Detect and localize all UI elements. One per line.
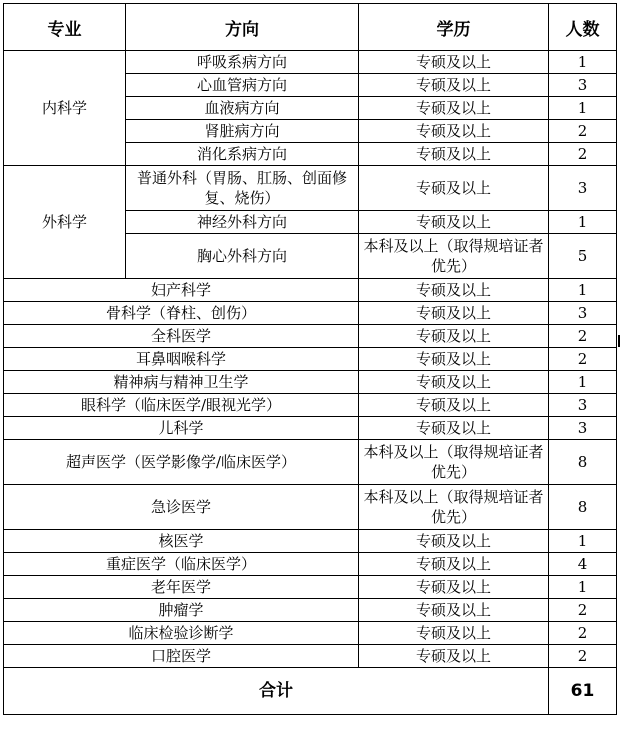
count-cell: 2 xyxy=(549,599,617,622)
table-row xyxy=(4,599,617,622)
table-row xyxy=(4,302,617,325)
table-row xyxy=(4,576,617,599)
education-cell: 专硕及以上 xyxy=(359,348,549,371)
count-cell: 3 xyxy=(549,74,617,97)
table-row xyxy=(4,530,617,553)
major-cell: 精神病与精神卫生学 xyxy=(4,371,359,394)
count-cell: 1 xyxy=(549,279,617,302)
education-cell: 专硕及以上 xyxy=(359,120,549,143)
major-cell: 全科医学 xyxy=(4,325,359,348)
education-cell: 专硕及以上 xyxy=(359,325,549,348)
education-cell: 专硕及以上 xyxy=(359,279,549,302)
major-cell: 内科学 xyxy=(4,51,126,166)
table-row xyxy=(4,371,617,394)
major-cell: 急诊医学 xyxy=(4,485,359,530)
education-cell: 专硕及以上 xyxy=(359,599,549,622)
direction-cell: 胸心外科方向 xyxy=(126,234,359,279)
total-label: 合计 xyxy=(4,668,549,715)
education-cell: 专硕及以上 xyxy=(359,211,549,234)
count-cell: 2 xyxy=(549,325,617,348)
count-cell: 3 xyxy=(549,394,617,417)
education-cell: 专硕及以上 xyxy=(359,74,549,97)
count-cell: 8 xyxy=(549,485,617,530)
major-cell: 眼科学（临床医学/眼视光学） xyxy=(4,394,359,417)
header-direction: 方向 xyxy=(126,4,359,51)
major-cell: 肿瘤学 xyxy=(4,599,359,622)
table-row xyxy=(4,645,617,668)
education-cell: 专硕及以上 xyxy=(359,530,549,553)
header-major: 专业 xyxy=(4,4,126,51)
table-row xyxy=(4,166,617,211)
direction-cell: 肾脏病方向 xyxy=(126,120,359,143)
major-cell: 超声医学（医学影像学/临床医学） xyxy=(4,440,359,485)
table-body xyxy=(4,51,617,715)
table-row xyxy=(4,394,617,417)
direction-cell: 神经外科方向 xyxy=(126,211,359,234)
education-cell: 专硕及以上 xyxy=(359,97,549,120)
count-cell: 1 xyxy=(549,371,617,394)
count-cell: 2 xyxy=(549,143,617,166)
major-cell: 骨科学（脊柱、创伤） xyxy=(4,302,359,325)
header-row xyxy=(4,4,617,51)
major-cell: 临床检验诊断学 xyxy=(4,622,359,645)
table-row xyxy=(4,325,617,348)
major-cell: 耳鼻咽喉科学 xyxy=(4,348,359,371)
count-cell: 1 xyxy=(549,530,617,553)
major-cell: 核医学 xyxy=(4,530,359,553)
table-row xyxy=(4,622,617,645)
count-cell: 2 xyxy=(549,348,617,371)
count-cell: 1 xyxy=(549,576,617,599)
education-cell: 专硕及以上 xyxy=(359,166,549,211)
major-cell: 口腔医学 xyxy=(4,645,359,668)
total-row xyxy=(4,668,617,715)
table-row xyxy=(4,417,617,440)
table-row xyxy=(4,51,617,74)
education-cell: 专硕及以上 xyxy=(359,394,549,417)
direction-cell: 普通外科（胃肠、肛肠、创面修复、烧伤） xyxy=(126,166,359,211)
education-cell: 本科及以上（取得规培证者优先） xyxy=(359,234,549,279)
education-cell: 专硕及以上 xyxy=(359,645,549,668)
table-row xyxy=(4,279,617,302)
count-cell: 1 xyxy=(549,211,617,234)
major-cell: 妇产科学 xyxy=(4,279,359,302)
education-cell: 本科及以上（取得规培证者优先） xyxy=(359,485,549,530)
recruitment-table xyxy=(3,3,617,715)
education-cell: 本科及以上（取得规培证者优先） xyxy=(359,440,549,485)
count-cell: 3 xyxy=(549,166,617,211)
major-cell: 外科学 xyxy=(4,166,126,279)
education-cell: 专硕及以上 xyxy=(359,143,549,166)
total-count: 61 xyxy=(549,668,617,715)
direction-cell: 呼吸系病方向 xyxy=(126,51,359,74)
header-education: 学历 xyxy=(359,4,549,51)
education-cell: 专硕及以上 xyxy=(359,417,549,440)
education-cell: 专硕及以上 xyxy=(359,51,549,74)
count-cell: 2 xyxy=(549,645,617,668)
count-cell: 3 xyxy=(549,417,617,440)
education-cell: 专硕及以上 xyxy=(359,576,549,599)
direction-cell: 心血管病方向 xyxy=(126,74,359,97)
education-cell: 专硕及以上 xyxy=(359,371,549,394)
direction-cell: 消化系病方向 xyxy=(126,143,359,166)
table-row xyxy=(4,348,617,371)
count-cell: 3 xyxy=(549,302,617,325)
direction-cell: 血液病方向 xyxy=(126,97,359,120)
count-cell: 2 xyxy=(549,622,617,645)
count-cell: 2 xyxy=(549,120,617,143)
header-count: 人数 xyxy=(549,4,617,51)
table-row xyxy=(4,485,617,530)
table-row xyxy=(4,440,617,485)
count-cell: 1 xyxy=(549,97,617,120)
education-cell: 专硕及以上 xyxy=(359,622,549,645)
education-cell: 专硕及以上 xyxy=(359,302,549,325)
major-cell: 重症医学（临床医学） xyxy=(4,553,359,576)
table-row xyxy=(4,553,617,576)
count-cell: 4 xyxy=(549,553,617,576)
count-cell: 1 xyxy=(549,51,617,74)
major-cell: 儿科学 xyxy=(4,417,359,440)
major-cell: 老年医学 xyxy=(4,576,359,599)
count-cell: 5 xyxy=(549,234,617,279)
count-cell: 8 xyxy=(549,440,617,485)
education-cell: 专硕及以上 xyxy=(359,553,549,576)
